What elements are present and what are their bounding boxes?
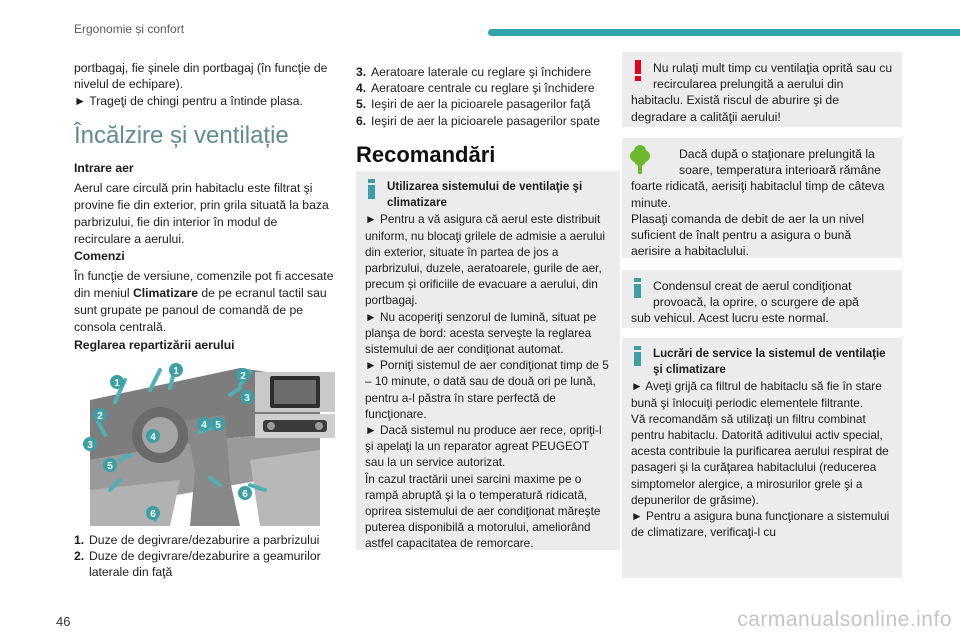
exclamation-icon	[631, 60, 645, 87]
intro-instruction: ► Trageţi de chingi pentru a întinde plasa.	[74, 94, 303, 108]
callout-label: 6	[242, 489, 248, 500]
controls-text-end: de pe ecranul tactil sau sunt grupate pe panoul de comandă de pe consola centrală.	[74, 286, 327, 334]
note-title: Utilizarea sistemului de ventilaţie şi climatizare	[387, 180, 583, 210]
callout-label: 2	[97, 411, 103, 422]
callout-label: 5	[107, 461, 113, 472]
section-heading: Încălzire și ventilație	[74, 122, 289, 149]
vent-list-part2	[356, 64, 620, 129]
condensation-note	[622, 270, 902, 328]
warning-rest: habitaclu. Există riscul de aburire şi de degradare a calităţii aerului!	[631, 93, 839, 124]
callout-label: 3	[244, 393, 250, 404]
controls-text-start: În funcţie de versiune, comenzile pot fi accesate din meniul	[74, 269, 334, 300]
air-intake-text: Aerul care circulă prin habitaclu este filtrat şi provine fie din exterior, prin grila situată la baza parbrizului, fie din interior în modul de recirculare a aerului.	[74, 181, 329, 246]
service-body: ► Aveţi grijă ca filtrul de habitaclu să fie în stare bună şi înlocuiţi periodic elementele filtrante. Vă recomandăm să utilizaţi un filtru combinat pentru habitaclu. Datorită aditivului activ special, acesta contribuie la purificarea aerului respirat de pasageri şi la curăţarea habitaclului (reducerea simptomelor alergice, a mirosurilor grele şi a depunerilor de grăsime). ► Pentru a asigura buna funcţionare a sistemului de climatizare, verificaţi-l cu	[631, 379, 890, 540]
note-body: ► Pentru a vă asigura că aerul este distribuit uniform, nu blocaţi grilele de admisie a aerului din exterior, situate în partea de jos a parbrizului, duzele, aeratoarele, gurile de aer, precum și orificiile de evacuare a aerului, din portbagaj. ► Nu acoperiţi senzorul de lumină, situat pe planşa de bord: acesta serveşte la reglarea sistemului de aer condiţionat automat. ► Porniţi sistemul de aer condiţionat timp de 5 – 10 minute, o dată sau de două ori pe lună, pentru a-l păstra în stare perfectă de funcţionare. ► Dacă sistemul nu produce aer rece, opriţi-l şi apelaţi la un reparator agreat PEUGEOT sau la un service autorizat. În cazul tractării unei sarcini maxime pe o rampă abruptă şi la o temperatură ridicată, oprirea sistemului de aer condiţionat măreşte puterea disponibilă a motorului, ameliorând astfel capacitatea de remorcare.	[365, 212, 609, 551]
header-accent-bar	[488, 29, 960, 36]
callout-label: 1	[173, 366, 179, 377]
callout-label: 6	[150, 509, 156, 520]
page-number: 46	[56, 614, 71, 629]
callout-label: 4	[150, 432, 156, 443]
climatizare-menu-name: Climatizare	[132, 286, 198, 300]
control-panel-illustration	[255, 414, 335, 438]
list-item: 1. Duze de degivrare/dezaburire a parbrizului	[74, 533, 320, 547]
eco-rest: foarte ridicată, aerisiţi habitaclul timp de câteva minute. Plasaţi comanda de debit de aer la un nivel suficient de înalt pentru a asigura o bună aerisire a habitaclului.	[631, 179, 885, 259]
subheading-controls: Comenzi	[74, 249, 125, 263]
condensation-rest: sub vehicul. Acest lucru este normal.	[631, 311, 829, 326]
service-note	[622, 338, 902, 578]
subheading-air-intake: Intrare aer	[74, 161, 134, 175]
service-title: Lucrări de service la sistemul de ventilaţie şi climatizare	[653, 347, 886, 377]
controls-text	[74, 268, 336, 336]
recommendations-heading: Recomandări	[356, 142, 496, 167]
callout-label: 4	[201, 420, 207, 431]
vent-list-part1	[74, 532, 336, 581]
warning-lead: Nu rulaţi mult timp cu ventilaţia oprită sau cu recircularea prelungită a aerului din	[653, 61, 893, 92]
callout-label: 1	[114, 378, 120, 389]
touchscreen-illustration	[255, 372, 335, 412]
ventilation-usage-note	[356, 171, 620, 550]
list-item: 4. Aeratoare centrale cu reglare şi închidere	[356, 81, 595, 96]
condensation-lead: Condensul creat de aerul condiţionat provoacă, la oprire, o scurgere de apă	[653, 279, 859, 310]
callout-label: 2	[240, 371, 246, 382]
info-icon	[365, 179, 379, 204]
intro-text: portbagaj, fie şinele din portbagaj (în funcţie de nivelul de echipare).	[74, 61, 328, 92]
eco-tip-ventilation	[622, 138, 902, 258]
list-item: 6. Ieşiri de aer la picioarele pasagerilor spate	[356, 113, 600, 128]
info-icon	[631, 278, 645, 303]
list-item: 5. Ieşiri de aer la picioarele pasagerilor faţă	[356, 97, 591, 112]
subheading-air-distribution: Reglarea repartizării aerului	[74, 338, 235, 352]
section-title: Ergonomie și confort	[74, 22, 185, 36]
callout-label: 3	[87, 440, 93, 451]
list-item: 3. Aeratoare laterale cu reglare şi închidere	[356, 65, 592, 79]
tree-icon	[628, 146, 652, 181]
info-icon	[631, 346, 645, 371]
recirculation-warning	[622, 52, 902, 127]
watermark: carmanualsonline.info	[737, 608, 952, 631]
eco-lead: Dacă după o staţionare prelungită la soare, temperatura interioară rămâne	[679, 147, 881, 178]
list-item: 2. Duze de degivrare/dezaburire a geamurilor laterale din faţă	[74, 549, 321, 580]
callout-label: 5	[215, 420, 221, 431]
